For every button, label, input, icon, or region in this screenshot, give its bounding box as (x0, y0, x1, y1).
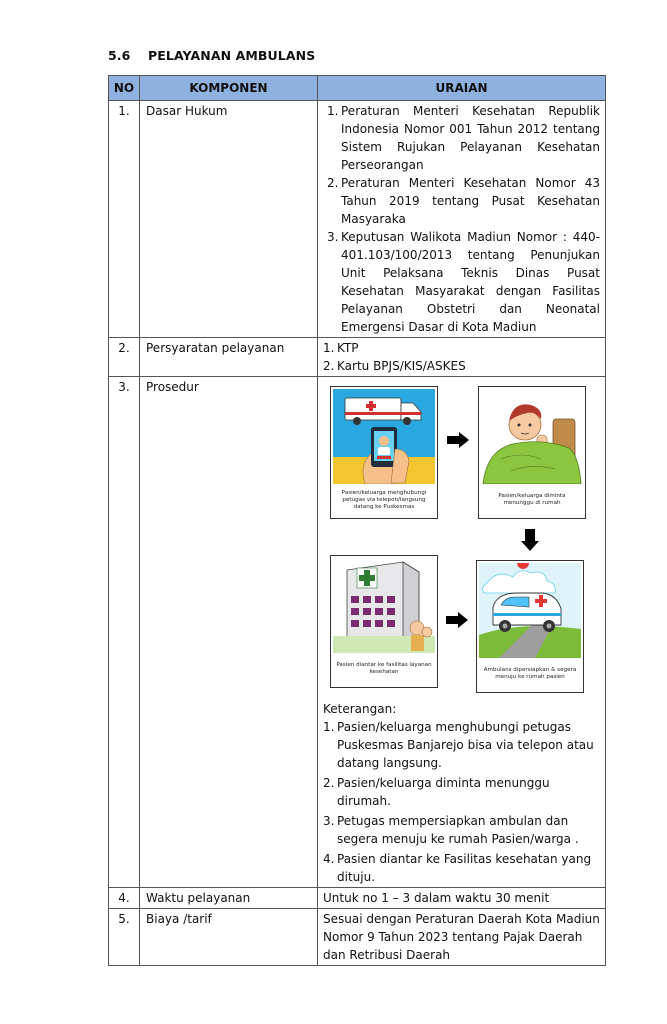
row-number: 3. (109, 377, 140, 888)
row-komponen: Biaya /tarif (140, 909, 318, 966)
list-item: 2. Kartu BPJS/KIS/ASKES (323, 359, 466, 373)
procedure-card-3 (330, 555, 438, 688)
table-row (109, 338, 606, 377)
table-header-row (109, 76, 606, 101)
procedure-card-caption: Pasien/keluarga menghubungi petugas via telepon/langsung datang ke Puskesmas (341, 489, 427, 510)
procedure-card-4 (476, 560, 584, 693)
row-komponen: Waktu pelayanan (140, 888, 318, 909)
procedure-card-caption: Ambulans dipersiapkan & segera menuju ke rumah pasien (483, 667, 577, 680)
section-title: PELAYANAN AMBULANS (148, 48, 316, 63)
table-row (109, 377, 606, 888)
list-item: 3. Petugas mempersiapkan ambulan dan segera menuju ke rumah Pasien/warga . (323, 814, 579, 846)
row-komponen: Persyaratan pelayanan (140, 338, 318, 377)
list-item: 2. Peraturan Menteri Kesehatan Nomor 43 Tahun 2019 tentang Pusat Kesehatan Masyaraka (327, 176, 600, 226)
row-number: 4. (109, 888, 140, 909)
row-uraian (318, 338, 606, 377)
row-number: 1. (109, 101, 140, 338)
patient-in-bed-icon (481, 389, 583, 484)
row-uraian (318, 377, 606, 888)
keterangan-label: Keterangan: (323, 702, 397, 716)
procedure-card-caption: Pasien diantar ke fasilitas layanan kesehatan (336, 662, 432, 675)
row-uraian: Untuk no 1 – 3 dalam waktu 30 menit (318, 888, 606, 909)
row-komponen: Dasar Hukum (140, 101, 318, 338)
table-row (109, 888, 606, 909)
row-komponen: Prosedur (140, 377, 318, 888)
list-item: 1. KTP (323, 341, 359, 355)
service-table (108, 75, 606, 966)
row-uraian: Sesuai dengan Peraturan Daerah Kota Madiun Nomor 9 Tahun 2023 tentang Pajak Daerah dan Retribusi Daerah (318, 909, 606, 966)
header-komponen: KOMPONEN (140, 76, 318, 101)
hospital-building-icon (333, 558, 435, 653)
procedure-card-1 (330, 386, 438, 519)
arrow-right-icon (447, 432, 469, 448)
ambulance-driving-icon (479, 563, 581, 658)
row-number: 2. (109, 338, 140, 377)
arrow-right-icon (446, 612, 468, 628)
section-heading (108, 48, 315, 63)
header-uraian: URAIAN (318, 76, 606, 101)
table-row (109, 101, 606, 338)
section-number: 5.6 (108, 48, 131, 63)
list-item: 4. Pasien diantar ke Fasilitas kesehatan yang dituju. (323, 852, 592, 884)
table-row (109, 909, 606, 966)
arrow-down-icon (521, 529, 539, 551)
list-item: 2. Pasien/keluarga diminta menunggu dirumah. (323, 776, 550, 808)
procedure-flow (323, 378, 600, 698)
list-item: 1. Peraturan Menteri Kesehatan Republik Indonesia Nomor 001 Tahun 2012 tentang Sistem Rujukan Pelayanan Kesehatan Perseorangan (327, 104, 600, 172)
row-number: 5. (109, 909, 140, 966)
row-uraian (318, 101, 606, 338)
list-item: 1. Pasien/keluarga menghubungi petugas Puskesmas Banjarejo bisa via telepon atau datang langsung. (323, 720, 594, 770)
ambulance-phone-icon (333, 389, 435, 484)
header-no: NO (109, 76, 140, 101)
procedure-card-2 (478, 386, 586, 519)
list-item: 3. Keputusan Walikota Madiun Nomor : 440-401.103/100/2013 tentang Penunjukan Unit Pelaksana Teknis Dinas Pusat Kesehatan Masyarakat dengan Fasilitas Pelayanan Obstetri dan Neonatal Emergensi Dasar di Kota Madiun (327, 230, 600, 334)
procedure-card-caption: Pasien/keluarga diminta menunggu di rumah (498, 493, 566, 506)
